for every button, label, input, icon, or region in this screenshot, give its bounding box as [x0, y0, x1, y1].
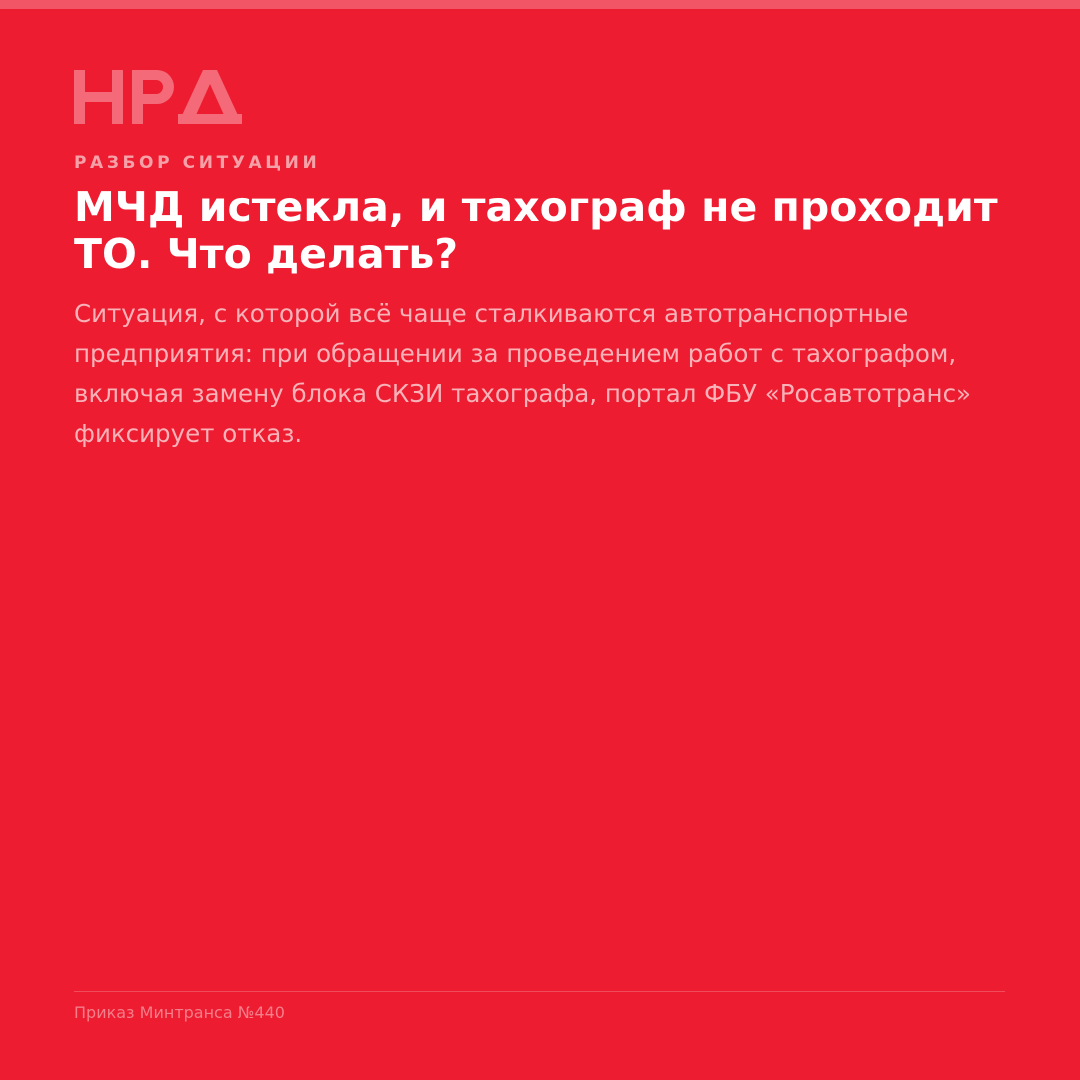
top-accent-strip [0, 0, 1080, 9]
footer-divider [74, 991, 1005, 992]
brand-logo [74, 68, 244, 126]
section-eyebrow: РАЗБОР СИТУАЦИИ [74, 153, 321, 173]
source-footnote: Приказ Минтранса №440 [74, 1003, 285, 1022]
headline: МЧД истекла, и тахограф не проходит ТО. Что делать? [74, 183, 998, 278]
brand-logo-mark [74, 68, 244, 126]
lead-paragraph: Ситуация, с которой всё чаще сталкиваются автотранспортные предприятия: при обращении за проведением работ с тахографом, включая замену блока СКЗИ тахографа, портал ФБУ «Росавтотранс» фиксирует отказ. [74, 299, 972, 448]
